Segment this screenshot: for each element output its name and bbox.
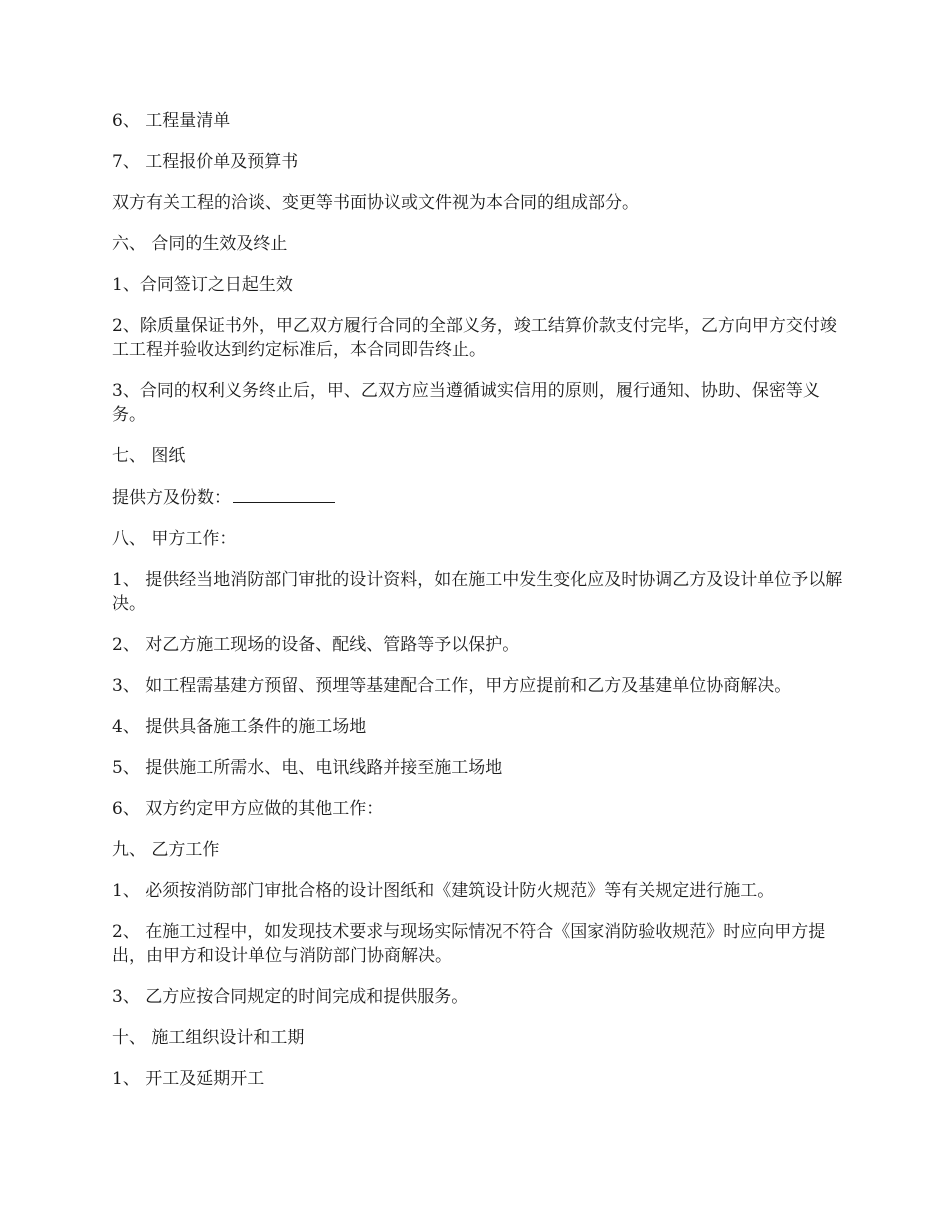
section-heading-7: 七、 图纸: [112, 446, 186, 466]
section-heading-10: 十、 施工组织设计和工期: [112, 1028, 305, 1048]
document-body: [112, 109, 852, 1108]
clause-9-3: 3、 乙方应按合同规定的时间完成和提供服务。: [112, 987, 469, 1007]
clause-8-6: 6、 双方约定甲方应做的其他工作：: [112, 799, 384, 819]
clause-8-5: 5、 提供施工所需水、电、电讯线路并接至施工场地: [112, 758, 503, 778]
clause-6-2: 2、除质量保证书外，甲乙双方履行合同的全部义务，竣工结算价款支付完毕，乙方向甲方交付竣工工程并验收达到约定标准后，本合同即告终止。: [112, 316, 837, 360]
clause-10-1: 1、 开工及延期开工: [112, 1069, 265, 1089]
clause-8-3: 3、 如工程需基建方预留、预埋等基建配合工作，甲方应提前和乙方及基建单位协商解决。: [112, 676, 792, 696]
paragraph-written-agreements: 双方有关工程的洽谈、变更等书面协议或文件视为本合同的组成部分。: [112, 193, 639, 213]
list-item-bill-of-quantities: 6、 工程量清单: [112, 111, 231, 131]
clause-6-3: 3、合同的权利义务终止后，甲、乙双方应当遵循诚实信用的原则，履行通知、协助、保密等义务。: [112, 381, 820, 425]
section-heading-6: 六、 合同的生效及终止: [112, 234, 288, 254]
clause-6-1: 1、合同签订之日起生效: [112, 275, 293, 295]
section-heading-8: 八、 甲方工作：: [112, 529, 237, 549]
clause-9-1: 1、 必须按消防部门审批合格的设计图纸和《建筑设计防火规范》等有关规定进行施工。: [112, 881, 775, 901]
clause-8-4: 4、 提供具备施工条件的施工场地: [112, 717, 367, 737]
section-heading-9: 九、 乙方工作: [112, 840, 220, 860]
drawings-provider-line: [112, 485, 852, 510]
fill-in-blank: [233, 485, 335, 503]
drawings-provider-label: 提供方及份数：: [112, 488, 231, 508]
clause-8-1: 1、 提供经当地消防部门审批的设计资料，如在施工中发生变化应及时协调乙方及设计单位予以解决。: [112, 570, 843, 614]
list-item-quotation-budget: 7、 工程报价单及预算书: [112, 152, 299, 172]
clause-9-2: 2、 在施工过程中，如发现技术要求与现场实际情况不符合《国家消防验收规范》时应向甲方提出，由甲方和设计单位与消防部门协商解决。: [112, 922, 826, 966]
clause-8-2: 2、 对乙方施工现场的设备、配线、管路等予以保护。: [112, 635, 520, 655]
